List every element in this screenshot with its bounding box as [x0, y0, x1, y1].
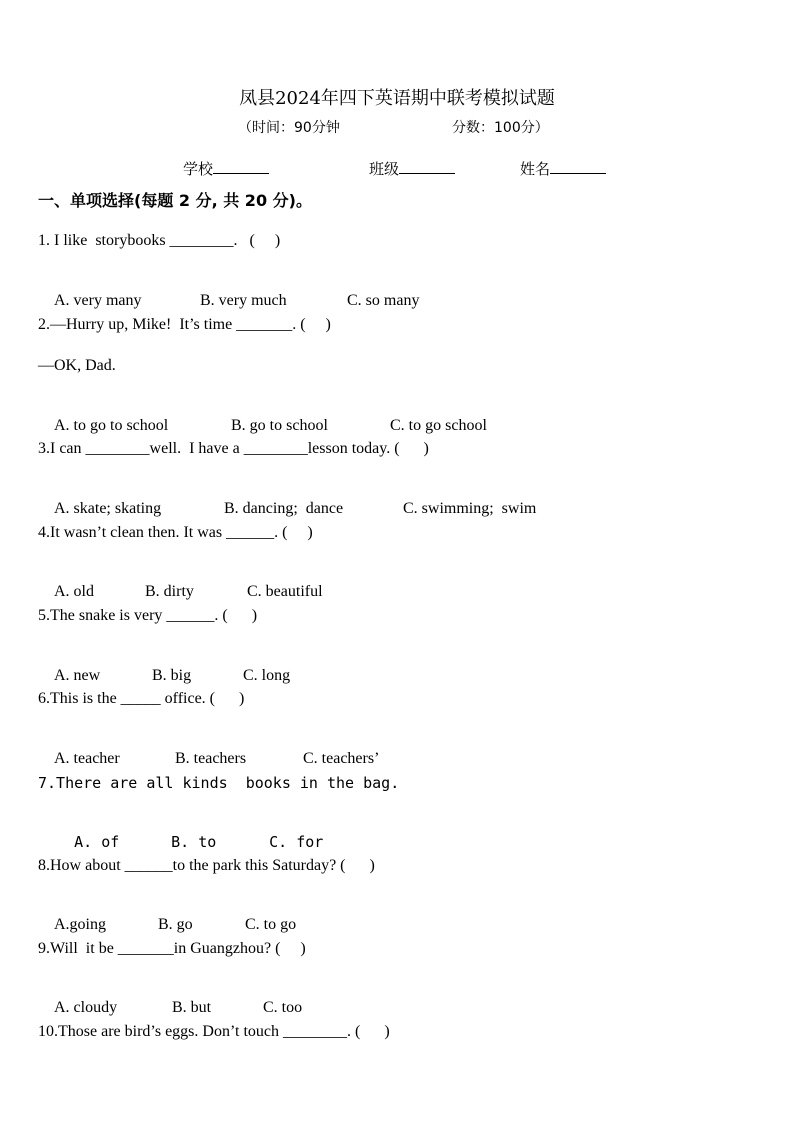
exam-score: 分数：100分）	[452, 120, 549, 136]
option-b: B. dirty	[145, 583, 194, 600]
class-field	[369, 158, 455, 179]
option-b: B. very much	[200, 292, 287, 309]
question-1: 1. I like storybooks ________. ( )	[38, 232, 281, 249]
option-c: C. so many	[347, 292, 420, 309]
question-2: 2.—Hurry up, Mike! It’s time _______. ( )	[38, 316, 331, 333]
option-c: C. to go	[245, 916, 297, 933]
option-a: A. old	[54, 583, 94, 600]
option-a: A.going	[54, 916, 106, 933]
option-c: C. teachers’	[303, 750, 380, 767]
option-a: A. of	[74, 833, 120, 851]
option-a: A. new	[54, 667, 101, 684]
option-a: A. to go to school	[54, 417, 169, 434]
name-blank	[550, 159, 606, 174]
option-c: C. to go school	[390, 417, 487, 434]
option-c: C. too	[263, 999, 303, 1016]
option-b: B. teachers	[175, 750, 247, 767]
section-title: 一、单项选择(每题 2 分, 共 20 分)。	[38, 191, 312, 210]
name-label: 姓名	[520, 160, 551, 178]
exam-time: （时间：90分钟	[238, 120, 340, 136]
option-b: B. go to school	[231, 417, 328, 434]
question-3: 3.I can ________well. I have a ________lesson today. ( )	[38, 440, 429, 457]
option-b: B. go	[158, 916, 193, 933]
option-c: C. beautiful	[247, 583, 323, 600]
question-9: 9.Will it be _______in Guangzhou? ( )	[38, 940, 306, 957]
question-5: 5.The snake is very ______. ( )	[38, 607, 258, 624]
option-c: C. swimming; swim	[403, 500, 537, 517]
class-label: 班级	[369, 160, 400, 178]
option-b: B. big	[152, 667, 192, 684]
exam-title: 凤县2024年四下英语期中联考模拟试题	[239, 88, 555, 109]
question-6: 6.This is the _____ office. ( )	[38, 690, 245, 707]
option-a: A. very many	[54, 292, 142, 309]
school-label: 学校	[183, 160, 214, 178]
option-b: B. to	[171, 833, 217, 851]
option-a: A. cloudy	[54, 999, 118, 1016]
name-field	[520, 158, 606, 179]
question-10: 10.Those are bird’s eggs. Don’t touch ________. ( )	[38, 1023, 390, 1040]
option-a: A. skate; skating	[54, 500, 162, 517]
option-c: C. for	[269, 833, 324, 851]
option-a: A. teacher	[54, 750, 120, 767]
question-4: 4.It wasn’t clean then. It was ______. ( )	[38, 524, 313, 541]
class-blank	[399, 159, 455, 174]
question-2-reply: —OK, Dad.	[38, 357, 116, 374]
question-7: 7.There are all kinds books in the bag.	[38, 774, 400, 792]
option-b: B. dancing; dance	[224, 500, 344, 517]
school-blank	[213, 159, 269, 174]
question-8: 8.How about ______to the park this Saturday? ( )	[38, 857, 375, 874]
school-field	[183, 158, 269, 179]
option-c: C. long	[243, 667, 291, 684]
option-b: B. but	[172, 999, 212, 1016]
